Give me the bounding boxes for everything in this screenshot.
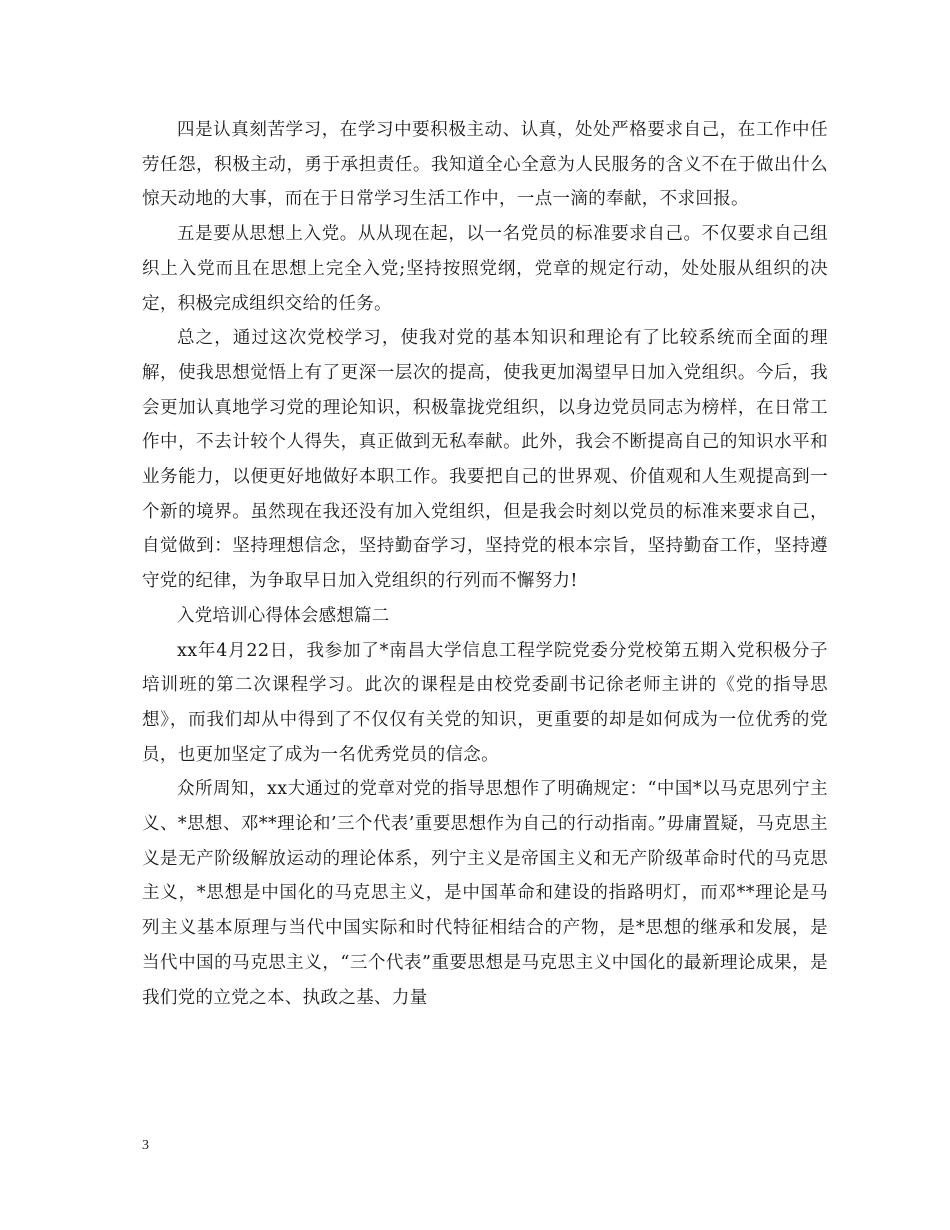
paragraph-training-intro: xx年4月22日，我参加了*南昌大学信息工程学院党委分党校第五期入党积极分子培训班的第二次课程学习。此次的课程是由校党委副书记徐老师主讲的《党的指导思想》，而我们却从中得到了不仅仅有关党的知识，更重要的却是如何成为一位优秀的党员，也更加坚定了成为一名优秀党员的信念。 (142, 640, 828, 765)
paragraph-guiding-thought: 众所周知，xx大通过的党章对党的指导思想作了明确规定：“中国*以马克思列宁主义、*思想、邓**理论和’三个代表’重要思想作为自己的行动指南。”毋庸置疑，马克思主义是无产阶级解放运动的理论体系，列宁主义是帝国主义和无产阶级革命时代的马克思主义，*思想是中国化的马克思主义，是中国革命和建设的指路明灯，而邓**理论是马列主义基本原理与当代中国实际和时代特征相结合的产物，是*思想的继承和发展，是当代中国的马克思主义，“三个代表”重要思想是马克思主义中国化的最新理论成果，是我们党的立党之本、执政之基、力量 (142, 779, 828, 1008)
paragraph-point-five: 五是要从思想上入党。从从现在起，以一名党员的标准要求自己。不仅要求自己组织上入党而且在思想上完全入党;坚持按照党纲，党章的规定行动，处处服从组织的决定，积极完成组织交给的任务。 (142, 224, 828, 314)
paragraph-summary: 总之，通过这次党校学习，使我对党的基本知识和理论有了比较系统而全面的理解，使我思想觉悟上有了更深一层次的提高，使我更加渴望早日加入党组织。今后，我会更加认真地学习党的理论知识，积极靠拢党组织，以身边党员同志为榜样，在日常工作中，不去计较个人得失，真正做到无私奉献。此外，我会不断提高自己的知识水平和业务能力，以便更好地做好本职工作。我要把自己的世界观、价值观和人生观提高到一个新的境界。虽然现在我还没有加入党组织，但是我会时刻以党员的标准来要求自己，自觉做到：坚持理想信念，坚持勤奋学习，坚持党的根本宗旨，坚持勤奋工作，坚持遵守党的纪律，为争取早日加入党组织的行列而不懈努力! (142, 328, 828, 592)
paragraph-point-four: 四是认真刻苦学习，在学习中要积极主动、认真，处处严格要求自己，在工作中任劳任怨，积极主动，勇于承担责任。我知道全心全意为人民服务的含义不在于做出什么惊天动地的大事，而在于日常学习生活工作中，一点一滴的奉献，不求回报。 (142, 120, 828, 210)
document-body (142, 113, 828, 1015)
page-number: 3 (142, 1138, 149, 1153)
section-heading: 入党培训心得体会感想篇二 (177, 605, 390, 626)
